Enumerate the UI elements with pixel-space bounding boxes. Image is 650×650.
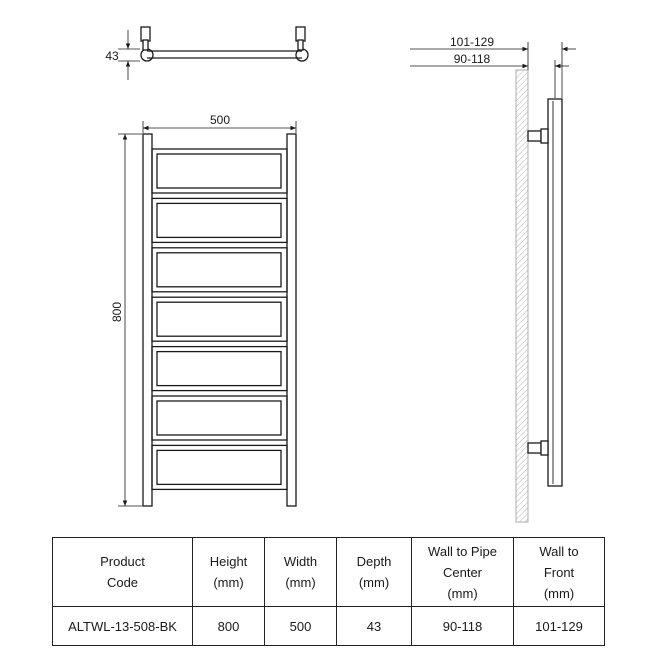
header-wall-to-pipe-center: Wall to Pipe Center (mm) [412,538,514,607]
cell-width: 500 [265,607,337,646]
wall-to-pipe-center-label: 90-118 [453,52,491,66]
table-row [53,607,605,646]
rung-3 [152,248,287,292]
rung-2-inner [157,203,281,237]
cell-wall-to-front: 101-129 [514,607,605,646]
cell-depth: 43 [337,607,412,646]
spec-table [52,537,605,646]
header-height: Height (mm) [193,538,265,607]
rung-5 [152,347,287,391]
front-view [118,121,296,506]
side-view [410,42,576,522]
header-product-code: Product Code [53,538,193,607]
header-width: Width (mm) [265,538,337,607]
height-dimension-label: 800 [110,301,124,323]
rung-5-inner [157,352,281,386]
wall-hatching [516,70,528,522]
rung-7 [152,445,287,489]
table-header-row [53,538,605,607]
cell-height: 800 [193,607,265,646]
top-view [118,27,308,80]
rung-6 [152,396,287,440]
rung-4 [152,297,287,341]
wall-to-front-label: 101-129 [449,35,495,49]
rung-1 [152,149,287,193]
rung-1-inner [157,154,281,188]
rung-7-inner [157,450,281,484]
cell-wall-to-pipe-center: 90-118 [412,607,514,646]
rung-4-inner [157,302,281,336]
header-depth: Depth (mm) [337,538,412,607]
rung-2 [152,198,287,242]
rung-6-inner [157,401,281,435]
cell-product-code: ALTWL-13-508-BK [53,607,193,646]
header-wall-to-front: Wall to Front (mm) [514,538,605,607]
depth-dimension-label: 43 [105,49,119,63]
width-dimension-label: 500 [209,113,231,127]
rung-3-inner [157,253,281,287]
